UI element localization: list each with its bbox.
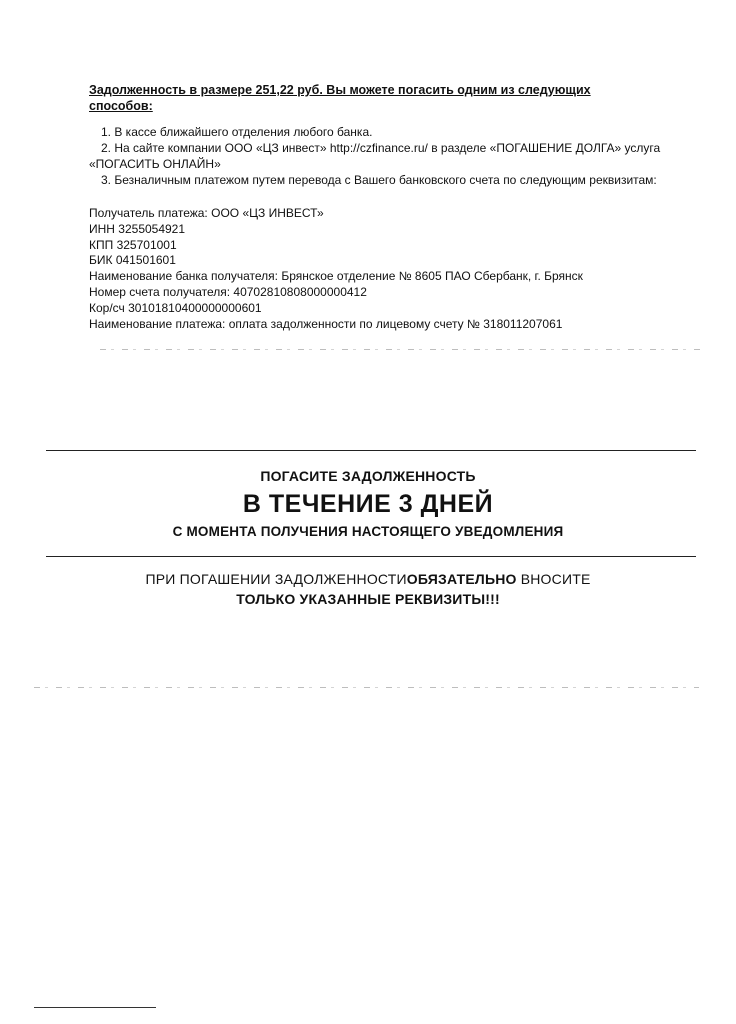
requisite-bik: БИК 041501601 <box>89 253 176 268</box>
notice-line-deadline: В ТЕЧЕНИЕ 3 ДНЕЙ <box>242 490 494 518</box>
method-item-cash-desk: 1. В кассе ближайшего отделения любого банка. <box>101 125 373 139</box>
warning-text-emphasis: ОБЯЗАТЕЛЬНО <box>406 571 517 587</box>
divider-rule-bottom <box>46 556 696 557</box>
scan-streak-top <box>100 349 700 350</box>
requisite-payment-purpose: Наименование платежа: оплата задолженности по лицевому счету № 318011207061 <box>89 316 563 331</box>
notice-line-from-receipt: С МОМЕНТА ПОЛУЧЕНИЯ НАСТОЯЩЕГО УВЕДОМЛЕНИЯ <box>172 524 564 539</box>
method-item-website: 2. На сайте компании ООО «ЦЗ инвест» http://czfinance.ru/ в разделе «ПОГАШЕНИЕ ДОЛГА» услуга <box>101 141 661 155</box>
requisite-bank-name: Наименование банка получателя: Брянское отделение № 8605 ПАО Сбербанк, г. Брянск <box>89 269 583 284</box>
payment-methods-list <box>89 124 689 188</box>
requisite-inn: ИНН 3255054921 <box>89 221 186 236</box>
divider-rule-top <box>46 450 696 451</box>
notice-line-pay-debt: ПОГАСИТЕ ЗАДОЛЖЕННОСТЬ <box>260 468 476 484</box>
requisite-account-number: Номер счета получателя: 40702810808000000412 <box>89 284 367 299</box>
method-item-bank-transfer: 3. Безналичным платежом путем перевода с Вашего банковского счета по следующим реквизитам: <box>101 173 657 187</box>
debt-heading: Задолженность в размере 251,22 руб. Вы можете погасить одним из следующих способов: <box>89 83 591 113</box>
requisite-recipient: Получатель платежа: ООО «ЦЗ ИНВЕСТ» <box>89 206 324 220</box>
requisite-kpp: КПП 325701001 <box>89 237 177 252</box>
scan-streak-bottom <box>34 687 699 688</box>
method-item-website-continuation: «ПОГАСИТЬ ОНЛАЙН» <box>89 157 221 171</box>
warning-line-1 <box>0 571 736 587</box>
warning-line-2: ТОЛЬКО УКАЗАННЫЕ РЕКВИЗИТЫ!!! <box>236 591 500 607</box>
requisite-correspondent-account: Кор/сч 30101810400000000601 <box>89 300 262 315</box>
warning-text-part3: ВНОСИТЕ <box>516 571 591 587</box>
footer-short-rule <box>34 1007 156 1008</box>
warning-text-part1: ПРИ ПОГАШЕНИИ ЗАДОЛЖЕННОСТИ <box>145 571 407 587</box>
payment-requisites <box>89 206 689 332</box>
